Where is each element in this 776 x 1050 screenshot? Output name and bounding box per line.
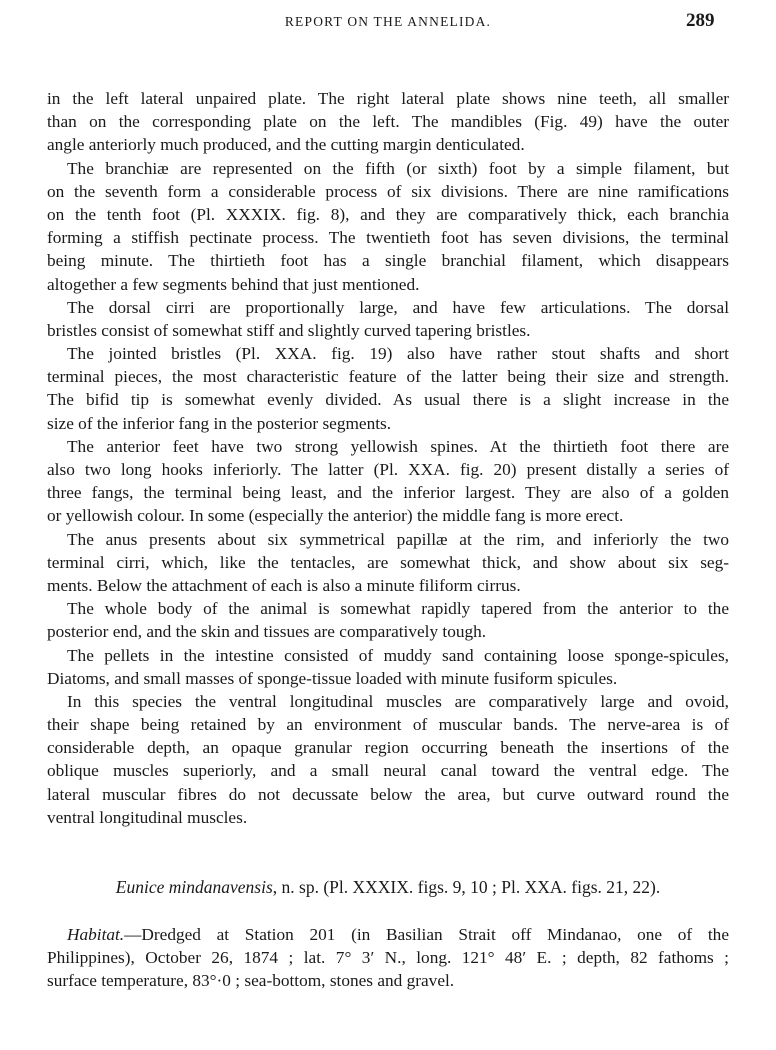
text-line: The branchiæ are represented on the fifth (or sixth) foot by a simple filament, but xyxy=(67,158,729,178)
text-line: The dorsal cirri are proportionally large, and have few articulations. The dorsal xyxy=(67,297,729,317)
text-line: bristles consist of somewhat stiff and slightly curved tapering bristles. xyxy=(47,320,531,340)
text-line: on the tenth foot (Pl. XXXIX. fig. 8), and they are comparatively thick, each branchia xyxy=(47,204,729,224)
text-line: three fangs, the terminal being least, and the inferior largest. They are also of a golden xyxy=(47,483,729,503)
species-heading xyxy=(0,877,776,898)
paragraph xyxy=(47,435,729,528)
species-name: Eunice mindanavensis xyxy=(115,877,273,897)
text-line: size of the inferior fang in the posterior segments. xyxy=(47,413,392,433)
text-line: angle anteriorly much produced, and the cutting margin denticulated. xyxy=(47,135,525,155)
text-line: ments. Below the attachment of each is also a minute filiform cirrus. xyxy=(47,575,521,595)
text-line: being minute. The thirtieth foot has a single branchial filament, which disappears xyxy=(47,251,729,271)
text-line xyxy=(47,924,729,947)
paragraph xyxy=(47,342,729,435)
text-line: oblique muscles superiorly, and a small neural canal toward the ventral edge. The xyxy=(47,761,729,781)
species-references: , n. sp. (Pl. XXXIX. figs. 9, 10 ; Pl. XXA. figs. 21, 22). xyxy=(272,877,661,897)
text-line: also two long hooks inferiorly. The latter (Pl. XXA. fig. 20) present distally a series of xyxy=(47,460,729,479)
text-line: in the left lateral unpaired plate. The right lateral plate shows nine teeth, all smaller xyxy=(47,89,729,108)
text-line: surface temperature, 83°·0 ; sea-bottom, stones and gravel. xyxy=(47,971,455,991)
text-line: than on the corresponding plate on the left. The mandibles (Fig. 49) have the outer xyxy=(47,112,729,132)
habitat-label: Habitat. xyxy=(67,925,125,944)
habitat-paragraph xyxy=(47,924,729,994)
text-line: terminal pieces, the most characteristic feature of the latter being their size and strength. xyxy=(47,367,729,387)
text-line: considerable depth, an opaque granular region occurring beneath the insertions of the xyxy=(47,738,729,758)
text-line: The pellets in the intestine consisted of muddy sand containing loose sponge-spicules, xyxy=(67,645,729,665)
text-line: Philippines), October 26, 1874 ; lat. 7° 3′ N., long. 121° 48′ E. ; depth, 82 fathoms ; xyxy=(47,948,729,968)
text-line: Diatoms, and small masses of sponge-tissue loaded with minute fusiform spicules. xyxy=(47,668,618,688)
habitat-line: —Dredged at Station 201 (in Basilian Strait off Mindanao, one of the xyxy=(124,925,729,944)
paragraph xyxy=(47,528,729,598)
paragraph xyxy=(47,644,729,690)
text-line: posterior end, and the skin and tissues are comparatively tough. xyxy=(47,622,487,642)
paragraph xyxy=(47,690,729,829)
text-line: The bifid tip is somewhat evenly divided. As usual there is a slight increase in the xyxy=(47,390,729,410)
running-head: REPORT ON THE ANNELIDA. xyxy=(284,14,492,29)
body-text xyxy=(47,87,729,829)
paragraph xyxy=(47,87,729,157)
text-line: ventral longitudinal muscles. xyxy=(47,807,248,827)
text-line: on the seventh form a considerable process of six divisions. There are nine ramifications xyxy=(47,181,729,201)
text-line: altogether a few segments behind that just mentioned. xyxy=(47,274,420,294)
text-line: The anus presents about six symmetrical papillæ at the rim, and inferiorly the two xyxy=(67,529,729,549)
text-line: their shape being retained by an environment of muscular bands. The nerve-area is of xyxy=(47,715,729,735)
text-line: terminal cirri, which, like the tentacles, are somewhat thick, and show about six seg- xyxy=(47,552,729,572)
text-line: or yellowish colour. In some (especially the anterior) the middle fang is more erect. xyxy=(47,506,624,526)
paragraph xyxy=(47,597,729,643)
text-line: forming a stiffish pectinate process. The twentieth foot has seven divisions, the terminal xyxy=(47,228,729,248)
page-number: 289 xyxy=(686,10,715,31)
text-line: The jointed bristles (Pl. XXA. fig. 19) also have rather stout shafts and short xyxy=(67,344,729,364)
paragraph xyxy=(47,296,729,342)
text-line: The anterior feet have two strong yellowish spines. At the thirtieth foot there are xyxy=(67,436,729,456)
text-line: lateral muscular fibres do not decussate below the area, but curve outward round the xyxy=(47,784,729,804)
text-line: In this species the ventral longitudinal muscles are comparatively large and ovoid, xyxy=(67,691,729,711)
text-line: The whole body of the animal is somewhat rapidly tapered from the anterior to the xyxy=(67,599,729,619)
paragraph xyxy=(47,157,729,296)
